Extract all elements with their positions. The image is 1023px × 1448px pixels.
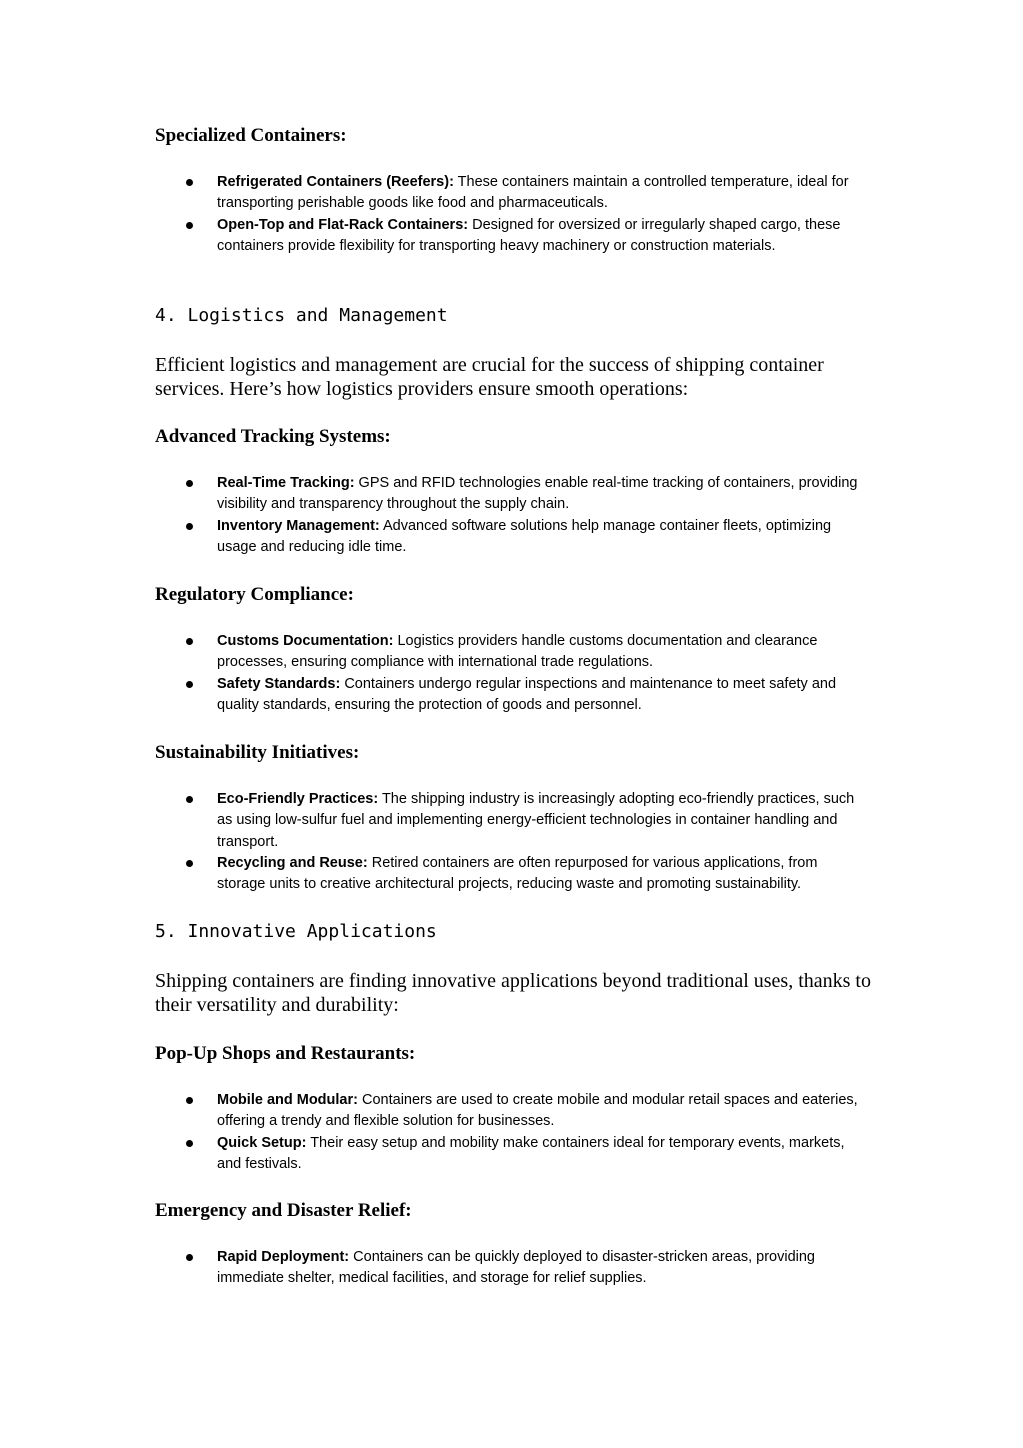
- tracking-section: [155, 425, 875, 449]
- logistics-intro-block: [155, 353, 875, 401]
- list-item-text: These containers maintain a controlled temperature, ideal for transporting perishable goods like food and pharmaceuticals.: [217, 174, 849, 212]
- regulatory-section: [155, 583, 875, 607]
- list-item-term: Refrigerated Containers (Reefers):: [217, 174, 454, 190]
- list-item: [155, 853, 867, 896]
- regulatory-heading: Regulatory Compliance:: [155, 584, 354, 605]
- innovative-section: [155, 920, 875, 944]
- list-item-term: Rapid Deployment:: [217, 1249, 350, 1265]
- list-item: [155, 1090, 867, 1133]
- list-item: [155, 1247, 867, 1290]
- list-item-text: The shipping industry is increasingly adopting eco-friendly practices, such as using low-sulfur fuel and implementing energy-efficient technologies in container handling and transport.: [217, 791, 855, 850]
- list-item-text: GPS and RFID technologies enable real-time tracking of containers, providing visibility and transparency throughout the supply chain.: [217, 475, 858, 513]
- bullet-icon: [186, 523, 193, 530]
- list-item: [155, 172, 867, 215]
- popup-section: [155, 1042, 875, 1066]
- list-item-text: Containers undergo regular inspections and maintenance to meet safety and quality standards, ensuring the protection of goods and personnel.: [217, 675, 837, 713]
- list-item-term: Quick Setup:: [217, 1134, 307, 1151]
- list-item-text: Designed for oversized or irregularly shaped cargo, these containers provide flexibility for transporting heavy machinery or construction materials.: [217, 216, 841, 254]
- list-item-text: Containers are used to create mobile and modular retail spaces and eateries, offering a trendy and flexible solution for businesses.: [217, 1092, 858, 1130]
- bullet-icon: [186, 860, 193, 867]
- logistics-heading: 4. Logistics and Management: [155, 305, 448, 326]
- bullet-icon: [186, 638, 193, 645]
- logistics-section: [155, 304, 875, 328]
- emergency-heading: Emergency and Disaster Relief:: [155, 1200, 412, 1221]
- sustainability-section: [155, 741, 875, 765]
- list-item: [155, 516, 867, 559]
- sustainability-heading: Sustainability Initiatives:: [155, 742, 360, 763]
- list-item: [155, 789, 867, 853]
- innovative-intro-block: [155, 969, 875, 1017]
- list-item-text: Their easy setup and mobility make containers ideal for temporary events, markets, and festivals.: [217, 1134, 845, 1172]
- list-item-text: Containers can be quickly deployed to disaster-stricken areas, providing immediate shelter, medical facilities, and storage for relief supplies.: [217, 1249, 815, 1287]
- bullet-icon: [186, 1254, 193, 1261]
- list-item: [155, 215, 867, 258]
- bullet-icon: [186, 222, 193, 229]
- bullet-icon: [186, 179, 193, 186]
- bullet-icon: [186, 1097, 193, 1104]
- emergency-section: [155, 1199, 875, 1223]
- bullet-icon: [186, 480, 193, 487]
- tracking-list: [155, 473, 875, 558]
- list-item: [155, 473, 867, 516]
- list-item-text: Retired containers are often repurposed for various applications, from storage units to creative architectural projects, reducing waste and promoting sustainability.: [217, 854, 818, 893]
- popup-list: [155, 1090, 875, 1175]
- bullet-icon: [186, 681, 193, 688]
- tracking-heading: Advanced Tracking Systems:: [155, 426, 391, 447]
- list-item-term: Customs Documentation:: [217, 633, 394, 649]
- list-item-term: Recycling and Reuse:: [217, 854, 368, 871]
- bullet-icon: [186, 1140, 193, 1147]
- list-item-term: Eco-Friendly Practices:: [217, 791, 379, 807]
- specialized-containers-heading: Specialized Containers:: [155, 125, 347, 146]
- specialized-containers-section: [155, 124, 875, 148]
- innovative-intro: Shipping containers are finding innovative applications beyond traditional uses, thanks to their versatility and durability:: [155, 970, 871, 1016]
- innovative-heading: 5. Innovative Applications: [155, 921, 437, 942]
- list-item-text: Advanced software solutions help manage container fleets, optimizing usage and reducing idle time.: [217, 517, 832, 555]
- list-item-term: Mobile and Modular:: [217, 1092, 358, 1108]
- list-item-term: Safety Standards:: [217, 675, 341, 692]
- list-item: [155, 1133, 867, 1176]
- regulatory-list: [155, 631, 875, 716]
- list-item-term: Real-Time Tracking:: [217, 475, 355, 491]
- list-item-text: Logistics providers handle customs documentation and clearance processes, ensuring compliance with international trade regulations.: [217, 633, 818, 671]
- sustainability-list: [155, 789, 875, 895]
- popup-heading: Pop-Up Shops and Restaurants:: [155, 1043, 416, 1064]
- bullet-icon: [186, 796, 193, 803]
- list-item-term: Inventory Management:: [217, 517, 380, 534]
- list-item-term: Open-Top and Flat-Rack Containers:: [217, 216, 469, 233]
- logistics-intro: Efficient logistics and management are crucial for the success of shipping container services. Here’s how logistics providers ensure smooth operations:: [155, 354, 824, 400]
- list-item: [155, 631, 867, 674]
- specialized-containers-list: [155, 172, 875, 257]
- emergency-list: [155, 1247, 875, 1290]
- list-item: [155, 674, 867, 717]
